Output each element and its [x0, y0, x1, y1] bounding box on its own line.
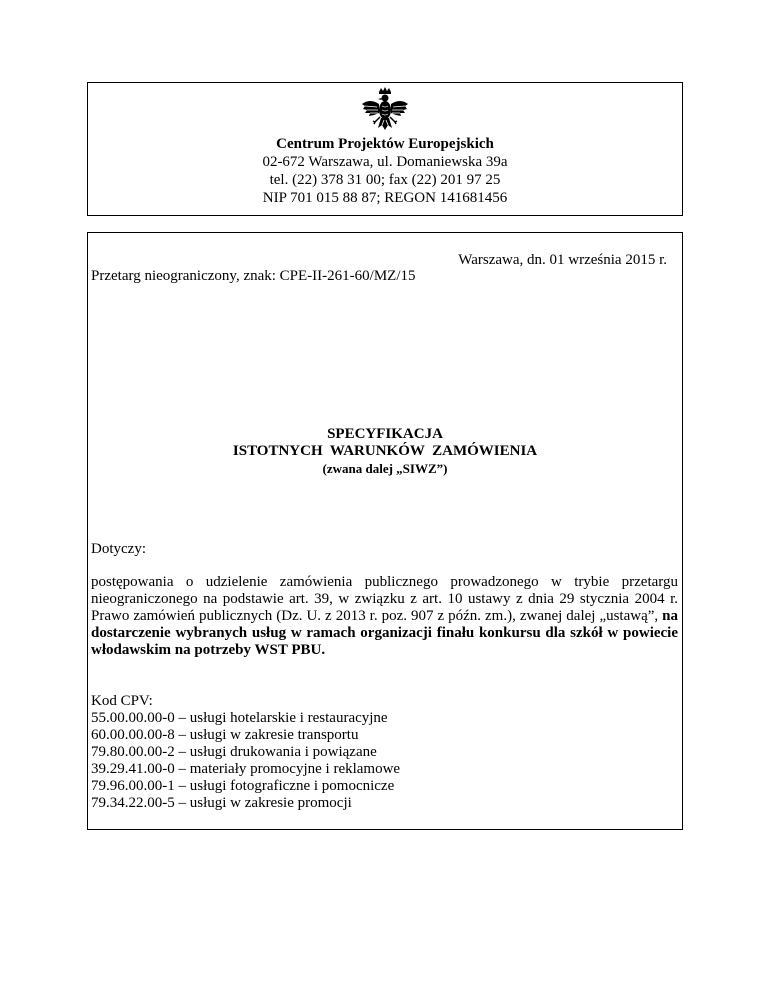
subject-paragraph-text: postępowania o udzielenie zamówienia publicznego prowadzonego w trybie przetargu nieograniczonego na podstawie art. 39, w związku z art. 10 ustawy z dnia 29 stycznia 2004 r. Prawo zamówień publicznych (Dz. U. z 2013 r. poz. 907 z późn. zm.), zwanej dalej „ustawą”,: [91, 574, 678, 624]
subject-paragraph-bold: na dostarczenie wybranych usług w ramach organizacji finału konkursu dla szkół w powiecie włodawskim na potrzeby WST PBU.: [91, 608, 679, 658]
cpv-code-item: 79.96.00.00-1 – usługi fotograficzne i pomocnicze: [91, 778, 395, 794]
document-date: Warszawa, dn. 01 września 2015 r.: [458, 252, 667, 268]
title-line-1: SPECYFIKACJA: [327, 426, 443, 442]
cpv-code-item: 79.80.00.00-2 – usługi drukowania i powiązane: [91, 744, 377, 760]
cpv-code-item: 55.00.00.00-0 – usługi hotelarskie i restauracyjne: [91, 710, 388, 726]
organization-name: Centrum Projektów Europejskich: [276, 136, 494, 152]
organization-contact: tel. (22) 378 31 00; fax (22) 201 97 25: [269, 172, 501, 188]
document-title: [88, 426, 682, 478]
cpv-label: Kod CPV:: [91, 693, 153, 709]
subject-paragraph: [91, 574, 678, 659]
title-line-2: ISTOTNYCH WARUNKÓW ZAMÓWIENIA: [232, 443, 538, 459]
tender-reference: Przetarg nieograniczony, znak: CPE-II-261-60/MZ/15: [91, 268, 416, 284]
title-line-3: (zwana dalej „SIWZ”): [322, 461, 448, 476]
header-box: [87, 82, 683, 216]
cpv-code-item: 39.29.41.00-0 – materiały promocyjne i reklamowe: [91, 761, 401, 777]
cpv-code-item: 79.34.22.00-5 – usługi w zakresie promocji: [91, 795, 352, 811]
cpv-code-item: 60.00.00.00-8 – usługi w zakresie transportu: [91, 727, 359, 743]
organization-address: 02-672 Warszawa, ul. Domaniewska 39a: [262, 154, 508, 170]
organization-registry: NIP 701 015 88 87; REGON 141681456: [262, 190, 508, 206]
concerns-label: Dotyczy:: [91, 541, 146, 557]
polish-eagle-emblem-icon: [359, 86, 411, 138]
cpv-codes-list: [91, 693, 400, 812]
organization-header: [88, 135, 682, 207]
document-body-box: [87, 232, 683, 830]
